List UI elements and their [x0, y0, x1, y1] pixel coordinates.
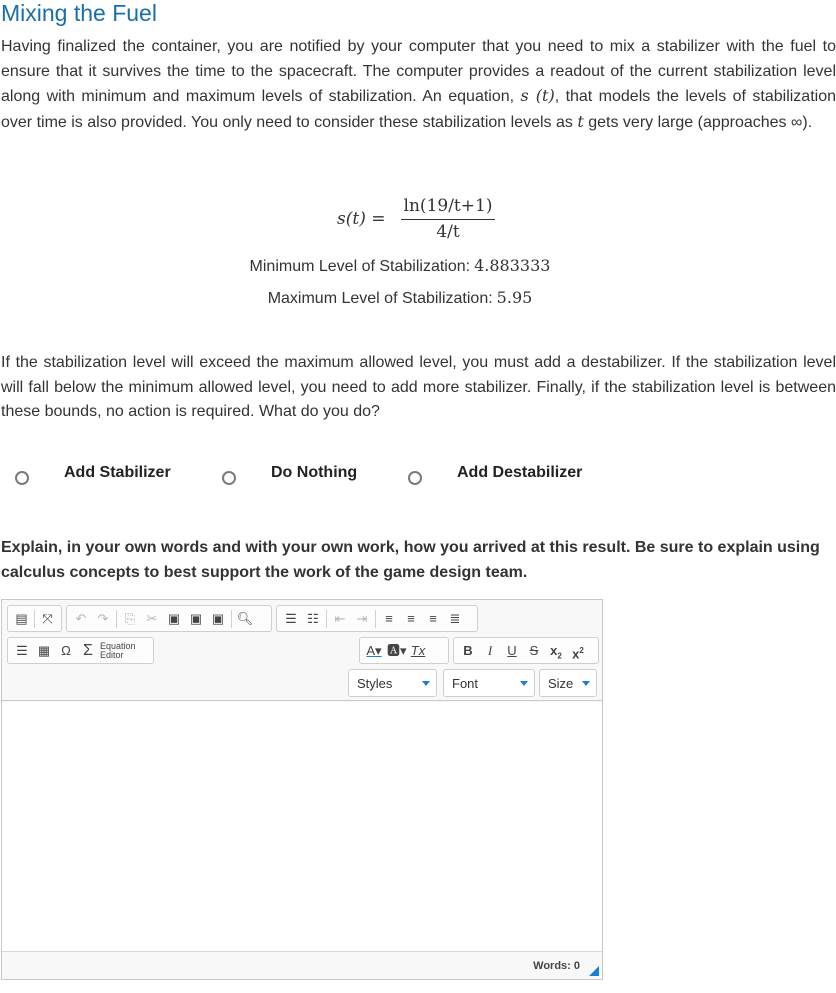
align-center-icon[interactable]: ≡ [407, 610, 415, 626]
text-color-icon[interactable]: A▾ [366, 642, 382, 658]
cut-icon[interactable]: ✂ [146, 610, 158, 626]
horizontal-rule-icon[interactable]: ☰ [16, 642, 28, 658]
rich-text-editor [1, 599, 603, 980]
stabilization-equation [337, 196, 537, 246]
styles-dropdown[interactable]: Styles [348, 669, 437, 697]
copy-icon[interactable]: ⎘ [124, 610, 136, 626]
outdent-icon[interactable]: ⇤ [334, 610, 346, 626]
strikethrough-icon[interactable]: S [529, 642, 539, 658]
paste-word-icon[interactable]: ▣ [211, 610, 225, 626]
source-icon[interactable]: ▤ [15, 610, 28, 626]
equation-lhs: s(t) = [337, 209, 386, 229]
radio-do-nothing[interactable] [222, 471, 236, 485]
explain-prompt: Explain, in your own words and with your own work, how you arrived at this result. Be sure to explain using calculus concepts to best support the work of the game design team. [1, 539, 820, 581]
paragraph-group [276, 605, 478, 632]
page-title: Mixing the Fuel [1, 0, 157, 26]
color-group [359, 637, 449, 664]
align-left-icon[interactable]: ≡ [385, 610, 393, 626]
s-of-t: s (t) [520, 86, 555, 105]
insert-group [7, 637, 154, 664]
redo-icon[interactable]: ↷ [97, 610, 109, 626]
minimum-level: Minimum Level of Stabilization: 4.883333 [249, 256, 551, 275]
subscript-icon[interactable]: $x_2$ [550, 642, 562, 661]
undo-icon[interactable]: ↶ [75, 610, 87, 626]
bold-icon[interactable]: B [463, 642, 473, 658]
paste-text-icon[interactable]: ▣ [189, 610, 203, 626]
find-icon[interactable]: 🔍︎ [236, 610, 254, 626]
paste-icon[interactable]: ▣ [167, 610, 181, 626]
option-label-do-nothing[interactable]: Do Nothing [271, 464, 358, 481]
radio-add-stabilizer[interactable] [15, 471, 29, 485]
align-right-icon[interactable]: ≡ [429, 610, 437, 626]
bulleted-list-icon[interactable]: ☷ [307, 610, 319, 626]
background-color-icon[interactable]: 🅰▾ [387, 642, 407, 658]
special-char-icon[interactable]: Ω [61, 642, 71, 658]
underline-icon[interactable]: U [507, 642, 517, 658]
question-text: If the stabilization level will exceed the maximum allowed level, you must add a destabilizer. If the stabilization level will fall below the minimum allowed level, you need to add more stabilizer. Finally, if the stabilization level is between these bounds, no action is required. What do you do? [1, 354, 836, 420]
option-label-add-stabilizer[interactable]: Add Stabilizer [64, 464, 171, 481]
editor-statusbar [2, 951, 602, 979]
equation-editor-button[interactable]: Equation Editor [100, 640, 136, 660]
basic-styles-group [453, 637, 599, 664]
word-count: Words: 0 [533, 960, 580, 972]
chevron-down-icon [582, 681, 590, 686]
clipboard-group [66, 605, 272, 632]
equation-denominator: 4/t [436, 222, 460, 242]
option-label-add-destabilizer[interactable]: Add Destabilizer [457, 464, 583, 481]
font-dropdown[interactable]: Font [443, 669, 535, 697]
justify-icon[interactable]: ≣ [449, 610, 461, 626]
indent-icon[interactable]: ⇥ [356, 610, 368, 626]
intro-paragraph: Having finalized the container, you are notified by your computer that you need to mix a stabilizer with the fuel to ensure that it survives the time to the spacecraft. The computer provides a readout of the current stabilization level along with minimum and maximum levels of stabilization. An equation, s (t), that models the levels of stabilization over time is also provided. You only need to consider these stabilization levels as t gets very large (approaches ∞). [1, 38, 836, 131]
t-variable: t [577, 111, 584, 131]
source-group [7, 605, 62, 632]
size-dropdown[interactable]: Size [539, 669, 597, 697]
table-icon[interactable]: ▦ [37, 642, 51, 658]
chevron-down-icon [422, 681, 430, 686]
equation-fraction [399, 196, 497, 242]
maximize-icon[interactable]: ⤧ [42, 610, 53, 626]
radio-add-destabilizer[interactable] [408, 471, 422, 485]
chevron-down-icon [520, 681, 528, 686]
sigma-icon[interactable]: Σ [83, 641, 93, 659]
numbered-list-icon[interactable]: ☰ [285, 610, 297, 626]
maximum-level: Maximum Level of Stabilization: 5.95 [267, 288, 533, 307]
superscript-icon[interactable]: $x^2$ [572, 645, 584, 661]
italic-icon[interactable]: I [487, 642, 493, 658]
resize-handle-icon[interactable] [589, 966, 599, 976]
editor-content-area[interactable] [2, 702, 602, 952]
remove-format-icon[interactable]: Tx [410, 642, 426, 658]
equation-numerator: ln(19/t+1) [403, 196, 493, 216]
